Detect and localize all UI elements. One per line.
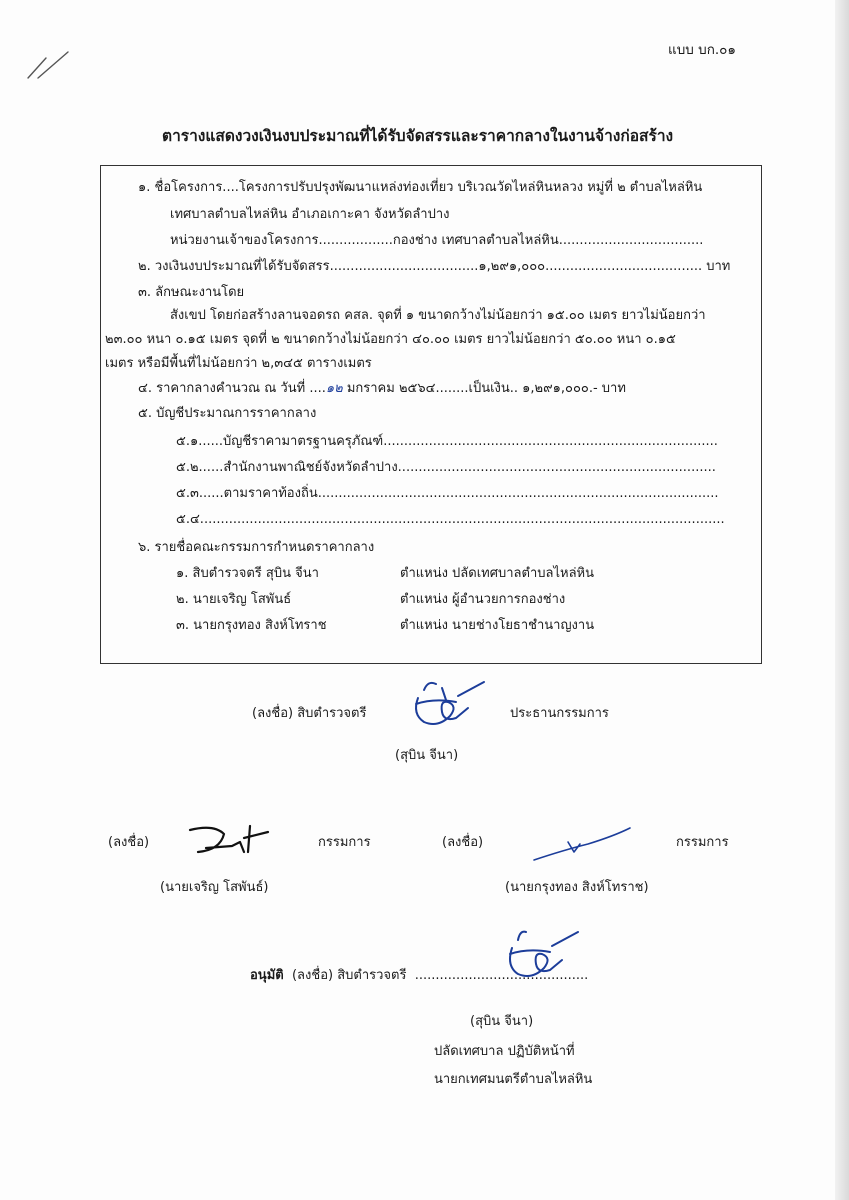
document-title: ตารางแสดงวงเงินงบประมาณที่ได้รับจัดสรรและราคากลางในงานจ้างก่อสร้าง bbox=[162, 127, 674, 145]
price-source-item: ๕.๓......ตามราคาท้องถิ่น................................................................................................. bbox=[176, 486, 719, 501]
member1-sign-label: (ลงชื่อ) bbox=[108, 835, 150, 850]
approve-sign-label: (ลงชื่อ) สิบตำรวจตรี bbox=[291, 968, 407, 983]
project-name-line1: ๑. ชื่อโครงการ....โครงการปรับปรุงพัฒนาแหล่งท่องเที่ยว บริเวณวัดไหล่หินหลวง หมู่ที่ ๒ ตำบลไหล่หิน bbox=[138, 180, 703, 195]
pen-mark bbox=[24, 48, 72, 84]
member2-signature bbox=[528, 822, 634, 866]
approver-title1: ปลัดเทศบาล ปฏิบัติหน้าที่ bbox=[434, 1044, 575, 1059]
approver-name: (สุบิน จีนา) bbox=[470, 1014, 534, 1029]
member2-role: กรรมการ bbox=[676, 835, 729, 850]
median-price-day: ๑๒ bbox=[325, 381, 343, 396]
approver-signature bbox=[496, 926, 582, 988]
form-code: แบบ บก.๐๑ bbox=[668, 42, 736, 58]
committee-heading: ๖. รายชื่อคณะกรรมการกำหนดราคากลาง bbox=[138, 540, 375, 555]
committee-member-position: ตำแหน่ง ผู้อำนวยการกองช่าง bbox=[400, 592, 566, 607]
price-source-item: ๕.๔............................................................................................................................... bbox=[176, 512, 725, 527]
approve-dots: .......................................... bbox=[414, 968, 589, 983]
price-source-item: ๕.๒......สำนักงานพาณิชย์จังหวัดลำปาง............................................................................. bbox=[176, 460, 716, 475]
price-sources-heading: ๕. บัญชีประมาณการราคากลาง bbox=[138, 406, 317, 421]
committee-member-position: ตำแหน่ง ปลัดเทศบาลตำบลไหล่หิน bbox=[400, 566, 594, 581]
nature-line2: ๒๓.๐๐ หนา ๐.๑๕ เมตร จุดที่ ๒ ขนาดกว้างไม่น้อยกว่า ๔๐.๐๐ เมตร ยาวไม่น้อยกว่า ๕๐.๐๐ หนา ๐.๑๕ bbox=[105, 332, 676, 347]
approve-label: อนุมัติ bbox=[250, 968, 284, 983]
median-price-prefix: ๔. ราคากลางคำนวณ ณ วันที่ .... bbox=[138, 381, 326, 396]
committee-member-name: ๒. นายเจริญ โสพันธ์ bbox=[176, 592, 292, 607]
chair-sign-label: (ลงชื่อ) สิบตำรวจตรี bbox=[252, 706, 367, 721]
member1-role: กรรมการ bbox=[318, 835, 371, 850]
committee-member-name: ๑. สิบตำรวจตรี สุบิน จีนา bbox=[176, 566, 319, 581]
chair-signature bbox=[398, 678, 488, 738]
chair-name: (สุบิน จีนา) bbox=[395, 748, 459, 763]
project-owner: หน่วยงานเจ้าของโครงการ..................กองช่าง เทศบาลตำบลไหล่หิน................................... bbox=[170, 233, 704, 248]
committee-member-position: ตำแหน่ง นายช่างโยธาชำนาญงาน bbox=[400, 618, 595, 633]
member2-sign-label: (ลงชื่อ) bbox=[442, 835, 484, 850]
median-price-suffix: มกราคม ๒๕๖๔........เป็นเงิน.. ๑,๒๙๑,๐๐๐.- บาท bbox=[342, 381, 626, 396]
member2-name: (นายกรุงทอง สิงห์โทราช) bbox=[505, 880, 649, 895]
committee-member-name: ๓. นายกรุงทอง สิงห์โทราช bbox=[176, 618, 327, 633]
member1-signature bbox=[184, 820, 270, 860]
approver-title2: นายกเทศมนตรีตำบลไหล่หิน bbox=[434, 1072, 593, 1087]
price-source-item: ๕.๑......บัญชีราคามาตรฐานครุภัณฑ์................................................................................. bbox=[176, 434, 718, 449]
median-price-line bbox=[138, 381, 626, 397]
nature-heading: ๓. ลักษณะงานโดย bbox=[138, 285, 245, 300]
page-edge-shadow bbox=[835, 0, 849, 1200]
member1-name: (นายเจริญ โสพันธ์) bbox=[160, 880, 269, 895]
nature-line3: เมตร หรือมีพื้นที่ไม่น้อยกว่า ๒,๓๔๕ ตารางเมตร bbox=[105, 356, 372, 371]
project-name-line2: เทศบาลตำบลไหล่หิน อำเภอเกาะคา จังหวัดลำปาง bbox=[170, 207, 450, 222]
budget-line: ๒. วงเงินงบประมาณที่ได้รับจัดสรร....................................๑,๒๙๑,๐๐๐...................................... บาท bbox=[138, 259, 731, 274]
nature-line1: สังเขป โดยก่อสร้างลานจอดรถ คสล. จุดที่ ๑ ขนาดกว้างไม่น้อยกว่า ๑๕.๐๐ เมตร ยาวไม่น้อยกว่า bbox=[170, 308, 706, 323]
chair-role: ประธานกรรมการ bbox=[510, 706, 609, 721]
